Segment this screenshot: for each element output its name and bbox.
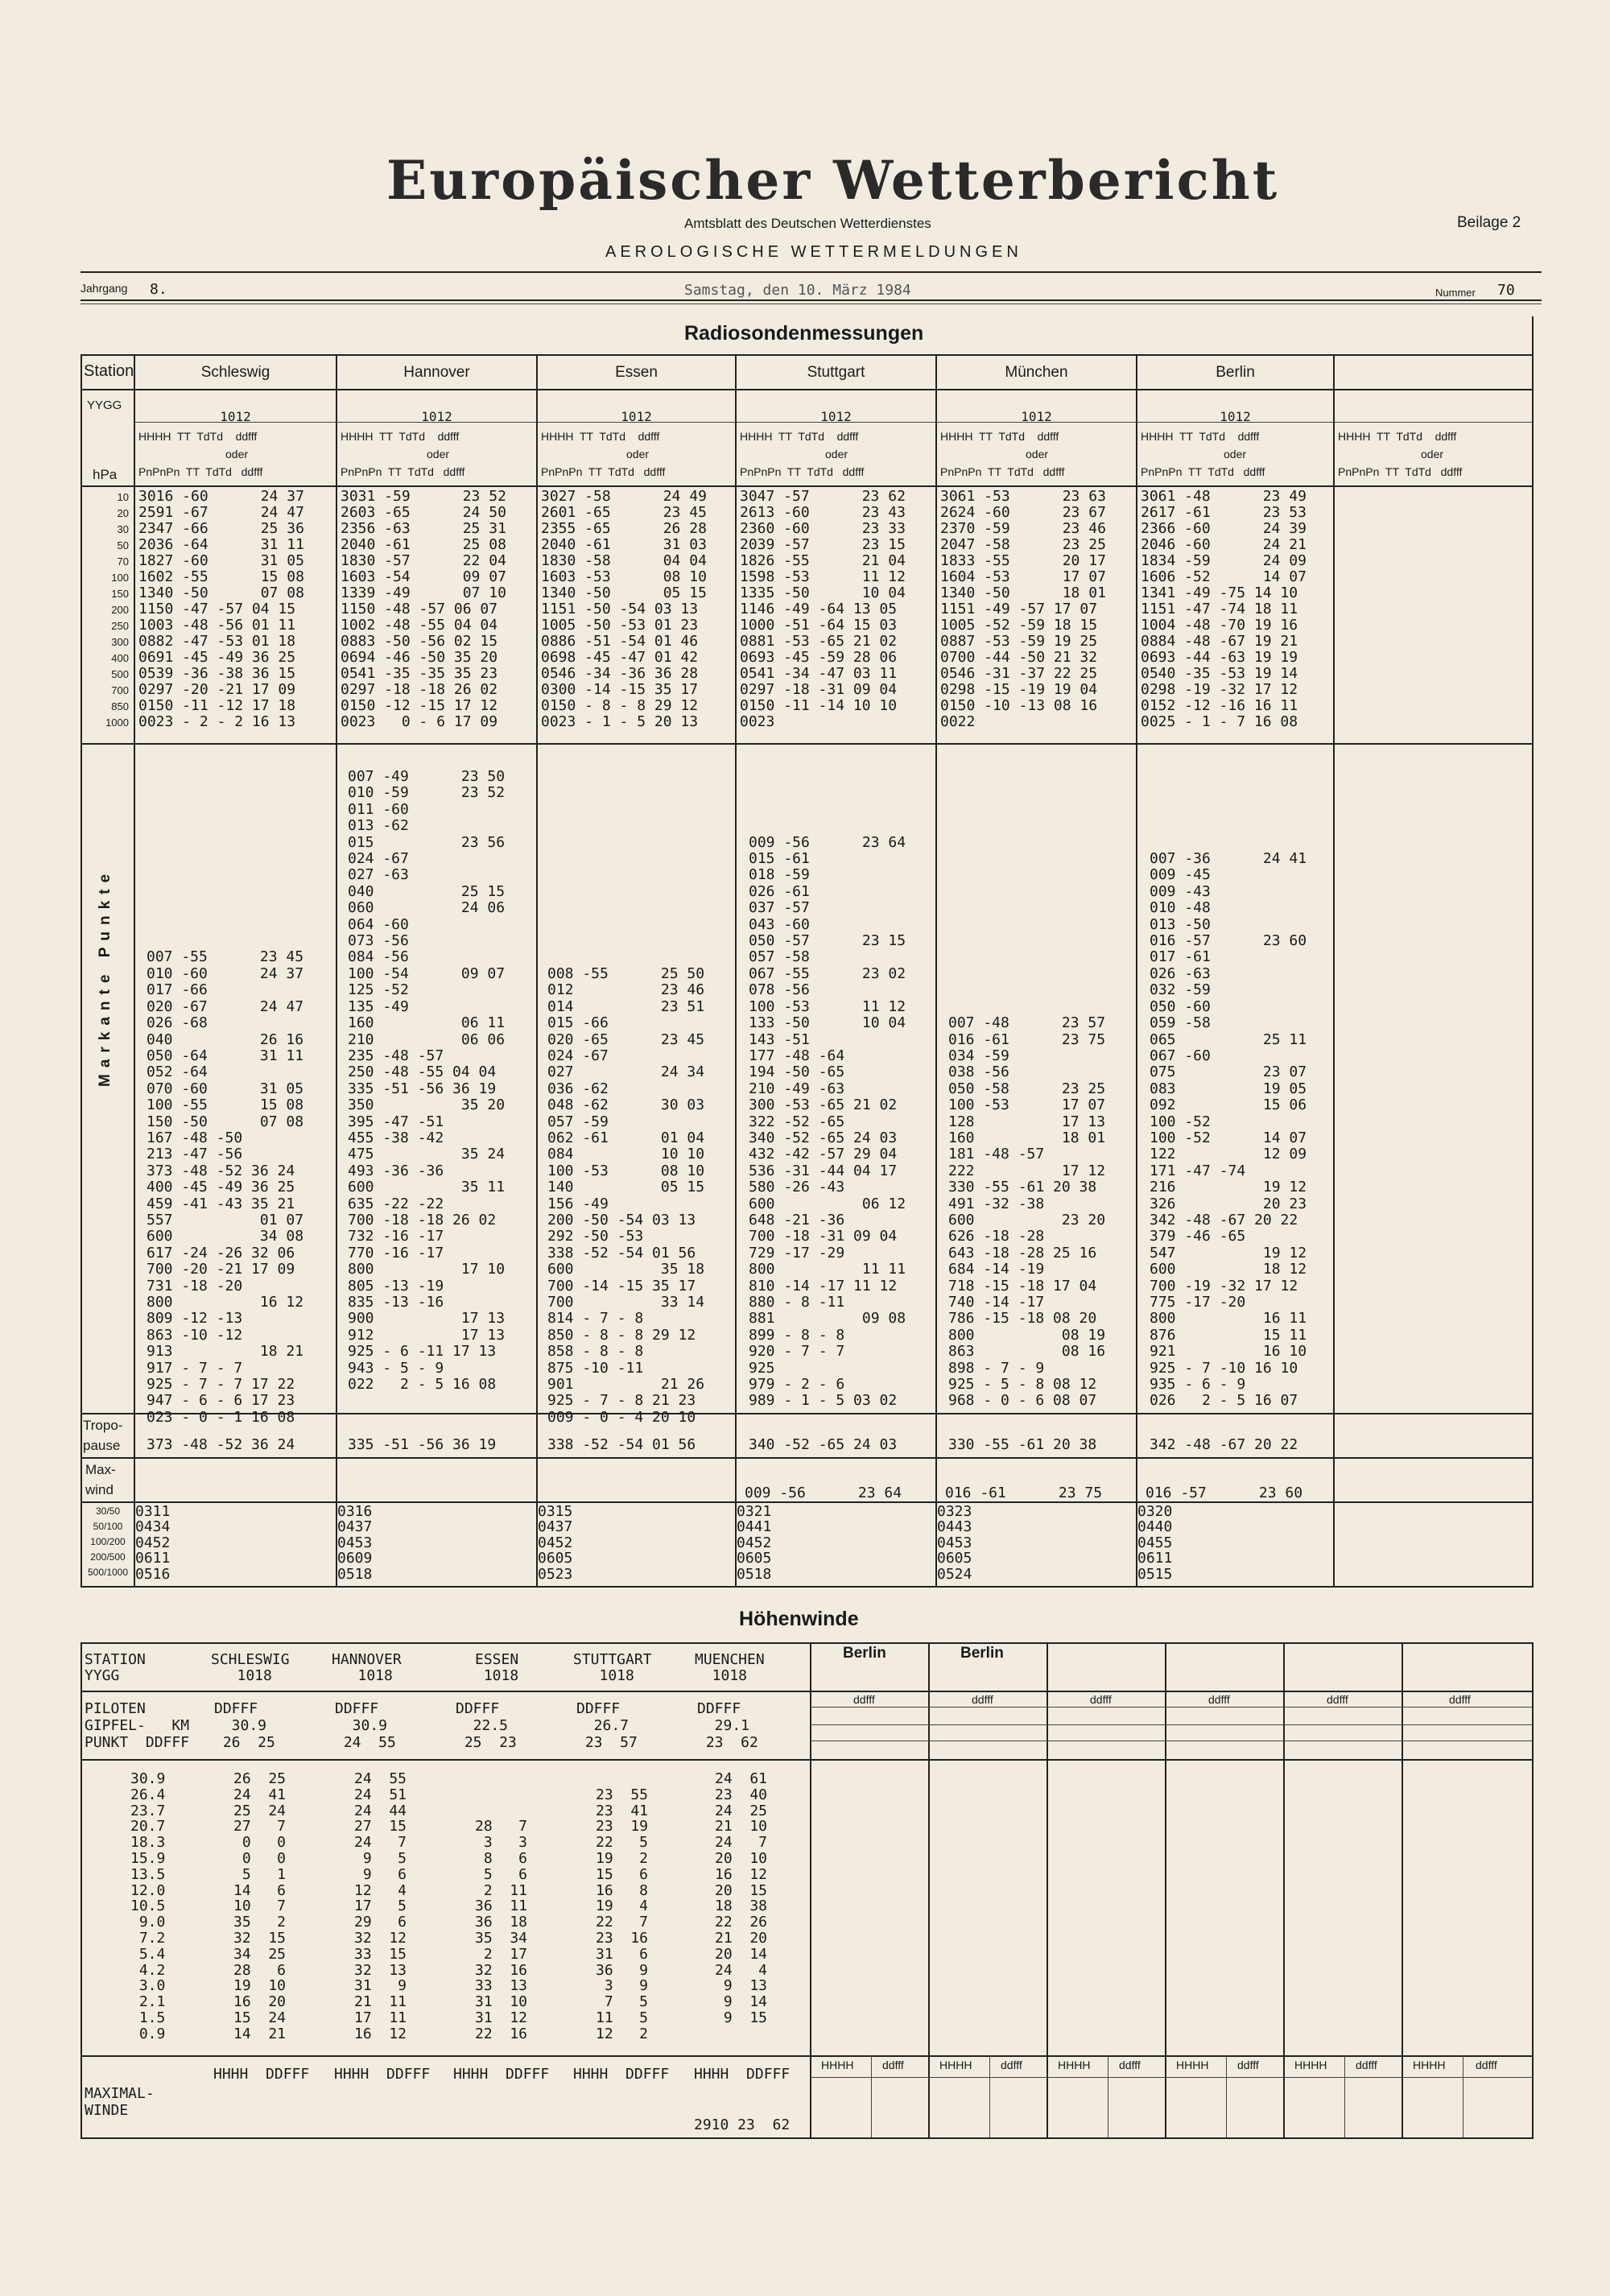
jahrgang-label: Jahrgang [80, 282, 128, 295]
significant-points-data: 007 -36 24 41 009 -45 009 -43 010 -48 013 -50 016 -57 23 60 017 -61 026 -63 032 -59 050 -60 059 -58 065 25 11 067 -60 075 23 07 083 19 05 092 15 06 100 -52 100 -52 14 07 122 12 09 171 -47 -74 216 19 12 326 20 23 342 -48 -67 20 22 379 -46 -65 547 19 12 600 18 12 700 -19 -32 17 12 775 -17 -20 800 16 11 876 15 11 921 16 10 925 - 7 -10 16 10 935 - 6 - 9 026 2 - 5 16 07 [1150, 850, 1307, 1410]
station-head: STATION YYGG [85, 1651, 146, 1684]
maxwind-data: 016 -57 23 60 [1146, 1485, 1303, 1501]
max-small-head: HHHH [939, 2059, 972, 2071]
station-name: München [1005, 364, 1068, 381]
col-head: PnPnPn TT TdTd ddfff [1338, 465, 1463, 478]
ddfff-head: ddfff [1449, 1693, 1471, 1706]
pressure-level: 10 [117, 491, 129, 503]
std-level-data: 3031 -59 23 52 2603 -65 24 50 2356 -63 25 31 2040 -61 25 08 1830 -57 22 04 1603 -54 09 07 1339 -49 07 10 1150 -48 -57 06 07 1002 -48 -55 04 04 0883 -50 -56 02 15 0694 -46 -50 35 20 0541 -35 -35 35 23 0297 -18 -18 26 02 0150 -12 -15 17 12 0023 0 - 6 17 09 [341, 488, 506, 730]
tropopause-data: 373 -48 -52 36 24 [147, 1436, 295, 1453]
std-level-data: 3047 -57 23 62 2613 -60 23 43 2360 -60 23 33 2039 -57 23 15 1826 -55 21 04 1598 -53 11 12 1335 -50 10 04 1146 -49 -64 13 05 1000 -51 -64 15 03 0881 -53 -65 21 02 0693 -45 -59 28 06 0541 -34 -47 03 11 0297 -18 -31 09 04 0150 -11 -14 10 10 0023 [740, 488, 906, 730]
col-head: HHHH TT TdTd ddfff [541, 430, 660, 443]
significant-points-data: 008 -55 25 50 012 23 46 014 23 51 015 -66 020 -65 23 45 024 -67 027 24 34 036 -62 048 -62 30 03 057 -59 062 -61 01 04 084 10 10 100 -53 08 10 140 05 15 156 -49 200 -50 -54 03 13 292 -50 -53 338 -52 -54 01 56 600 35 18 700 -14 -15 35 17 700 33 14 814 - 7 - 8 850 - 8 - 8 29 12 858 - 8 - 8 875 -10 -11 901 21 26 925 - 7 - 8 21 23 009 - 0 - 4 20 10 [547, 964, 705, 1426]
col-head: PnPnPn TT TdTd ddfff [541, 465, 666, 478]
pressure-level: 150 [111, 588, 129, 600]
pressure-level: 400 [111, 652, 129, 664]
station-name: Schleswig [200, 364, 270, 381]
hw-station-right: Berlin [843, 1645, 886, 1662]
col-head: HHHH TT TdTd ddfff [1141, 430, 1260, 443]
pilot-data: DDFFF 22.5 25 23 [456, 1700, 517, 1751]
station-yygg: 1012 [1021, 409, 1052, 424]
std-level-data: 3027 -58 24 49 2601 -65 23 45 2355 -65 26 28 2040 -61 31 03 1830 -58 04 04 1603 -53 08 10 1340 -50 05 15 1151 -50 -54 03 13 1005 -50 -53 01 23 0886 -51 -54 01 46 0698 -45 -47 01 42 0546 -34 -36 36 28 0300 -14 -15 35 17 0150 - 8 - 8 29 12 0023 - 1 - 5 20 13 [541, 488, 707, 730]
max-head: HHHH DDFFF [213, 2066, 310, 2083]
pilot-data: DDFFF 26.7 23 57 [576, 1700, 638, 1751]
max-small-head: HHHH [1058, 2059, 1091, 2071]
max-small-head: ddfff [1237, 2059, 1259, 2071]
maxwind-data: 009 -56 23 64 [745, 1485, 902, 1501]
col-oder: oder [1421, 448, 1444, 460]
col-oder: oder [225, 448, 249, 460]
col-head: HHHH TT TdTd ddfff [1338, 430, 1457, 443]
ddfff-head: ddfff [1090, 1693, 1112, 1706]
wind-column: 23 55 23 41 23 19 22 5 19 2 15 6 16 8 19 4 22 7 23 16 31 6 36 9 3 9 7 5 11 5 12 2 [596, 1786, 649, 2042]
yygg-label: YYGG [87, 398, 122, 412]
tropopause-data: 338 -52 -54 01 56 [547, 1436, 696, 1453]
tropopause-data: 335 -51 -56 36 19 [348, 1436, 497, 1453]
max-small-head: HHHH [1176, 2059, 1209, 2071]
layer-data: 0316 0437 0453 0609 0518 [337, 1503, 373, 1583]
upper-winds-title: Höhenwinde [739, 1608, 859, 1630]
tropopause-data: 340 -52 -65 24 03 [749, 1436, 898, 1453]
significant-points-data: 009 -56 23 64 015 -61 018 -59 026 -61 037 -57 043 -60 050 -57 23 15 057 -58 067 -55 23 02 078 -56 100 -53 11 12 133 -50 10 04 143 -51 177 -48 -64 194 -50 -65 210 -49 -63 300 -53 -65 21 02 322 -52 -65 340 -52 -65 24 03 432 -42 -57 29 04 536 -31 -44 04 17 580 -26 -43 600 06 12 648 -21 -36 700 -18 -31 09 04 729 -17 -29 800 11 11 810 -14 -17 11 12 880 - 8 -11 881 09 08 899 - 8 - 8 920 - 7 - 7 925 979 - 2 - 6 989 - 1 - 5 03 02 [749, 833, 906, 1410]
max-small-head: ddfff [1001, 2059, 1022, 2071]
col-head: HHHH TT TdTd ddfff [740, 430, 859, 443]
wind-column: 28 7 3 3 8 6 5 6 2 11 36 11 36 18 35 34 2 17 32 16 33 13 31 10 31 12 22 16 [475, 1818, 528, 2042]
col-oder: oder [1224, 448, 1247, 460]
pressure-level: 500 [111, 668, 129, 680]
maxwind-data: 016 -61 23 75 [945, 1485, 1103, 1501]
layer-data: 0323 0443 0453 0605 0524 [937, 1503, 972, 1583]
tropopause-data: 330 -55 -61 20 38 [948, 1436, 1097, 1453]
height-km: 30.9 26.4 23.7 20.7 18.3 15.9 13.5 12.0 10.5 9.0 7.2 5.4 4.2 3.0 2.1 1.5 0.9 [130, 1770, 166, 2042]
layer-label: 50/100 [93, 1521, 123, 1532]
pilot-label: PILOTEN GIPFEL- KM PUNKT DDFFF [85, 1700, 190, 1751]
pressure-level: 70 [117, 555, 129, 568]
hw-station: MUENCHEN 1018 [695, 1651, 765, 1684]
pilot-data: DDFFF 30.9 24 55 [335, 1700, 396, 1751]
jahrgang-value: 8. [150, 281, 167, 298]
pilot-data: DDFFF 29.1 23 62 [697, 1700, 758, 1751]
pressure-level: 250 [111, 620, 129, 632]
station-name: Berlin [1216, 364, 1255, 381]
max-head: HHHH DDFFF [453, 2066, 550, 2083]
col-head: PnPnPn TT TdTd ddfff [341, 465, 465, 478]
max-head: HHHH DDFFF [694, 2066, 791, 2083]
issue-date: Samstag, den 10. März 1984 [684, 282, 911, 299]
layer-label: 200/500 [90, 1551, 126, 1563]
pressure-level: 200 [111, 604, 129, 616]
hw-station: STUTTGART 1018 [573, 1651, 652, 1684]
max-label: MAXIMAL- WINDE [85, 2085, 155, 2119]
pressure-level: 50 [117, 539, 129, 551]
col-oder: oder [1026, 448, 1049, 460]
wind-column: 24 61 23 40 24 25 21 10 24 7 20 10 16 12 20 15 18 38 22 26 21 20 20 14 24 4 9 13 9 14 9 15 [715, 1770, 768, 2026]
ddfff-head: ddfff [853, 1693, 875, 1706]
max-small-head: ddfff [882, 2059, 904, 2071]
col-oder: oder [825, 448, 848, 460]
max-small-head: ddfff [1356, 2059, 1377, 2071]
hw-station: ESSEN 1018 [475, 1651, 519, 1684]
ddfff-head: ddfff [1327, 1693, 1348, 1706]
col-oder: oder [626, 448, 650, 460]
station-yygg: 1012 [421, 409, 452, 424]
std-level-data: 3061 -53 23 63 2624 -60 23 67 2370 -59 23 46 2047 -58 23 25 1833 -55 20 17 1604 -53 17 07 1340 -50 18 01 1151 -49 -57 17 07 1005 -52 -59 18 15 0887 -53 -59 19 25 0700 -44 -50 21 32 0546 -31 -37 22 25 0298 -15 -19 19 04 0150 -10 -13 08 16 0022 [940, 488, 1106, 730]
layer-data: 0311 0434 0452 0611 0516 [135, 1503, 171, 1583]
layer-label: 100/200 [90, 1536, 126, 1547]
subtitle: Amtsblatt des Deutschen Wetterdienstes [684, 216, 931, 231]
max-small-head: HHHH [1413, 2059, 1446, 2071]
std-level-data: 3016 -60 24 37 2591 -67 24 47 2347 -66 25 36 2036 -64 31 11 1827 -60 31 05 1602 -55 15 08 1340 -50 07 08 1150 -47 -57 04 15 1003 -48 -56 01 11 0882 -47 -53 01 18 0691 -45 -49 36 25 0539 -36 -38 36 15 0297 -20 -21 17 09 0150 -11 -12 17 18 0023 - 2 - 2 16 13 [138, 488, 304, 730]
station-name: Essen [615, 364, 658, 381]
layer-label: 500/1000 [87, 1567, 129, 1578]
station-yygg: 1012 [220, 409, 251, 424]
pressure-level: 20 [117, 507, 129, 519]
col-oder: oder [427, 448, 450, 460]
station-name: Stuttgart [807, 364, 865, 381]
col-head: HHHH TT TdTd ddfff [138, 430, 258, 443]
col-head: PnPnPn TT TdTd ddfff [1141, 465, 1265, 478]
station-name: Hannover [403, 364, 470, 381]
maxwind-label: Max-wind [85, 1462, 116, 1497]
station-yygg: 1012 [1220, 409, 1251, 424]
beilage-label: Beilage 2 [1457, 214, 1521, 231]
pressure-level: 700 [111, 684, 129, 696]
layer-label: 30/50 [95, 1505, 121, 1517]
pressure-level: 300 [111, 636, 129, 648]
hw-station-right: Berlin [960, 1645, 1004, 1662]
pilot-data: DDFFF 30.9 26 25 [214, 1700, 275, 1751]
hw-station: SCHLESWIG 1018 [211, 1651, 290, 1684]
layer-data: 0315 0437 0452 0605 0523 [538, 1503, 573, 1583]
max-small-head: HHHH [1294, 2059, 1327, 2071]
hpa-label: hPa [93, 467, 118, 482]
col-head: PnPnPn TT TdTd ddfff [138, 465, 263, 478]
pressure-level: 850 [111, 700, 129, 712]
station-yygg: 1012 [621, 409, 652, 424]
max-head: HHHH DDFFF [573, 2066, 670, 2083]
significant-points-data: 007 -49 23 50 010 -59 23 52 011 -60 013 -62 015 23 56 024 -67 027 -63 040 25 15 060 24 06 064 -60 073 -56 084 -56 100 -54 09 07 125 -52 135 -49 160 06 11 210 06 06 235 -48 -57 250 -48 -55 04 04 335 -51 -56 36 19 350 35 20 395 -47 -51 455 -38 -42 475 35 24 493 -36 -36 600 35 11 635 -22 -22 700 -18 -18 26 02 732 -16 -17 770 -16 -17 800 17 10 805 -13 -19 835 -13 -16 900 17 13 912 17 13 925 - 6 -11 17 13 943 - 5 - 9 022 2 - 5 16 08 [348, 768, 506, 1394]
ddfff-head: ddfff [972, 1693, 993, 1706]
station-yygg: 1012 [820, 409, 852, 424]
markante-punkte-label: Markante Punkte [97, 867, 114, 1087]
section-title: AEROLOGISCHE WETTERMELDUNGEN [605, 243, 1022, 261]
max-value: 2910 23 62 [694, 2116, 791, 2133]
pressure-level: 100 [111, 572, 129, 584]
col-head: PnPnPn TT TdTd ddfff [740, 465, 865, 478]
ddfff-head: ddfff [1208, 1693, 1230, 1706]
pressure-level: 1000 [105, 716, 129, 729]
pressure-level: 30 [117, 523, 129, 535]
tropopause-data: 342 -48 -67 20 22 [1150, 1436, 1298, 1453]
nummer-label: Nummer [1435, 287, 1476, 299]
layer-data: 0320 0440 0455 0611 0515 [1137, 1503, 1173, 1583]
max-head: HHHH DDFFF [334, 2066, 431, 2083]
significant-points-data: 007 -55 23 45 010 -60 24 37 017 -66 020 -67 24 47 026 -68 040 26 16 050 -64 31 11 052 -64 070 -60 31 05 100 -55 15 08 150 -50 07 08 167 -48 -50 213 -47 -56 373 -48 -52 36 24 400 -45 -49 36 25 459 -41 -43 35 21 557 01 07 600 34 08 617 -24 -26 32 06 700 -20 -21 17 09 731 -18 -20 800 16 12 809 -12 -13 863 -10 -12 913 18 21 917 - 7 - 7 925 - 7 - 7 17 22 947 - 6 - 6 17 23 023 - 0 - 1 16 08 [147, 948, 304, 1426]
hw-station: HANNOVER 1018 [332, 1651, 402, 1684]
layer-data: 0321 0441 0452 0605 0518 [737, 1503, 772, 1583]
wind-column: 24 55 24 51 24 44 27 15 24 7 9 5 9 6 12 4 17 5 29 6 32 12 33 15 32 13 31 9 21 11 17 11 16 12 [354, 1770, 407, 2042]
wind-column: 26 25 24 41 25 24 27 7 0 0 0 0 5 1 14 6 10 7 35 2 32 15 34 25 28 6 19 10 16 20 15 24 14 21 [233, 1770, 287, 2042]
radiosonde-title: Radiosondenmessungen [684, 322, 924, 345]
nummer-value: 70 [1497, 282, 1515, 299]
col-head: HHHH TT TdTd ddfff [940, 430, 1059, 443]
col-head: HHHH TT TdTd ddfff [341, 430, 460, 443]
max-small-head: ddfff [1119, 2059, 1141, 2071]
max-small-head: HHHH [821, 2059, 854, 2071]
page-title: Europäischer Wetterbericht [386, 149, 1280, 212]
std-level-data: 3061 -48 23 49 2617 -61 23 53 2366 -60 24 39 2046 -60 24 21 1834 -59 24 09 1606 -52 14 07 1341 -49 -75 14 10 1151 -47 -74 18 11 1004 -48 -70 19 16 0884 -48 -67 19 21 0693 -44 -63 19 19 0540 -35 -53 19 14 0298 -19 -32 17 12 0152 -12 -16 16 11 0025 - 1 - 7 16 08 [1141, 488, 1307, 730]
tropopause-label: Tropo-pause [83, 1418, 123, 1453]
significant-points-data: 007 -48 23 57 016 -61 23 75 034 -59 038 -56 050 -58 23 25 100 -53 17 07 128 17 13 160 18 01 181 -48 -57 222 17 12 330 -55 -61 20 38 491 -32 -38 600 23 20 626 -18 -28 643 -18 -28 25 16 684 -14 -19 718 -15 -18 17 04 740 -14 -17 786 -15 -18 08 20 800 08 19 863 08 16 898 - 7 - 9 925 - 5 - 8 08 12 968 - 0 - 6 08 07 [948, 1014, 1106, 1410]
col-head: PnPnPn TT TdTd ddfff [940, 465, 1065, 478]
station-label: Station [84, 362, 134, 380]
max-small-head: ddfff [1476, 2059, 1497, 2071]
